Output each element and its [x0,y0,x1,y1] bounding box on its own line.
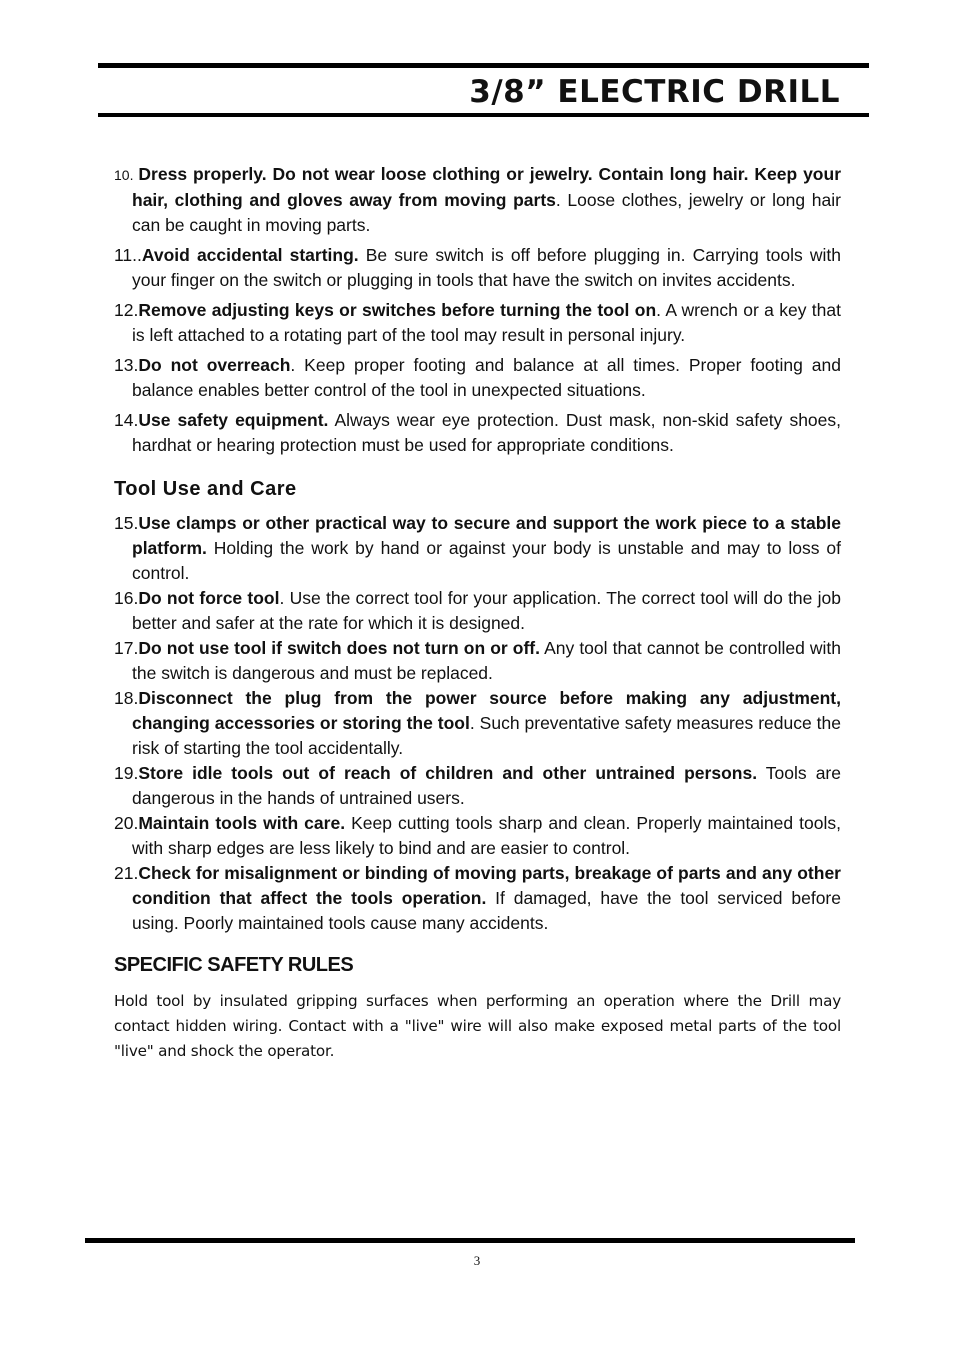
header-rule-top [98,63,869,68]
list-item [114,298,841,348]
item-text: Any tool that cannot be controlled with the switch is dangerous and must be replaced. [132,638,842,683]
item-number: 12. [114,300,139,320]
item-number: 20. [114,813,139,833]
list-item [114,162,841,238]
item-text: . Use the correct tool for your application. The correct tool will do the job better and safer at the rate for which it is designed. [132,588,842,633]
item-bold-text: Use clamps or other practical way to secure and support the work piece to a stable platform. [132,513,841,558]
item-bold-text: Do not force tool [138,588,280,608]
list-item [114,636,841,686]
section-heading-tool-use: Tool Use and Care [114,478,297,500]
specific-safety-paragraph: Hold tool by insulated gripping surfaces when performing an operation where the Drill may contact hidden wiring. Contact with a "live" wire will also make exposed metal parts of the tool "live" and shock the operator. [114,992,841,1060]
item-bold-text: Store idle tools out of reach of children and other untrained persons. [138,763,758,783]
item-text: . Such preventative safety measures reduce the risk of starting the tool accidentally. [132,713,841,758]
list-item [114,511,841,586]
header-rule-bottom [98,113,869,117]
list-item [114,811,841,861]
item-text: . Keep proper footing and balance at all times. Proper footing and balance enables better control of the tool in unexpected situations. [132,355,841,400]
page-content [114,162,841,1064]
item-number: 17. [114,638,139,658]
item-bold-text: Dress properly. Do not wear loose clothing or jewelry. Contain long hair. Keep your hair, clothing and gloves away from moving parts [132,164,842,210]
item-text: Be sure switch is off before plugging in. Carrying tools with your finger on the switch or plugging in tools that have the switch on invites accidents. [132,245,841,290]
item-bold-text: Use safety equipment. [138,410,329,430]
page-title: 3/8” ELECTRIC DRILL [469,74,840,110]
item-text: Holding the work by hand or against your body is unstable and may to loss of control. [132,538,841,583]
item-text: Keep cutting tools sharp and clean. Properly maintained tools, with sharp edges are less likely to bind and are easier to control. [132,813,841,858]
item-bold-text: Do not use tool if switch does not turn on or off. [138,638,541,658]
item-bold-text: Check for misalignment or binding of moving parts, breakage of parts and any other condition that affect the tools operation. [132,863,841,908]
list-item [114,686,841,761]
item-text: . Loose clothes, jewelry or long hair can be caught in moving parts. [132,190,841,235]
footer-rule [85,1238,855,1243]
item-number: 11.. [114,245,142,265]
item-bold-text: Avoid accidental starting. [141,245,359,265]
item-number: 15. [114,513,139,533]
item-number: 18. [114,688,139,708]
list-item [114,353,841,403]
item-bold-text: Maintain tools with care. [138,813,346,833]
list-item [114,586,841,636]
item-number: 19. [114,763,139,783]
item-text: If damaged, have the tool serviced before using. Poorly maintained tools cause many accidents. [132,888,841,933]
item-number: 14. [114,410,139,430]
item-number: 10. [114,167,139,183]
item-number: 21. [114,863,139,883]
section-heading-specific-safety: SPECIFIC SAFETY RULES [114,954,354,976]
item-text: Always wear eye protection. Dust mask, non-skid safety shoes, hardhat or hearing protection must be used for appropriate conditions. [132,410,841,455]
item-bold-text: Do not overreach [138,355,291,375]
list-item [114,761,841,811]
page-number: 3 [473,1253,481,1268]
list-item [114,243,841,293]
item-text: . A wrench or a key that is left attached to a rotating part of the tool may result in personal injury. [132,300,841,345]
list-item [114,408,841,458]
personal-safety-list [114,162,841,458]
list-item [114,861,841,936]
item-bold-text: Remove adjusting keys or switches before turning the tool on [138,300,657,320]
tool-use-list [114,511,841,936]
item-bold-text: Disconnect the plug from the power source before making any adjustment, changing accessories or storing the tool [132,688,841,733]
item-text: Tools are dangerous in the hands of untrained users. [132,763,841,808]
item-number: 16. [114,588,139,608]
item-number: 13. [114,355,139,375]
